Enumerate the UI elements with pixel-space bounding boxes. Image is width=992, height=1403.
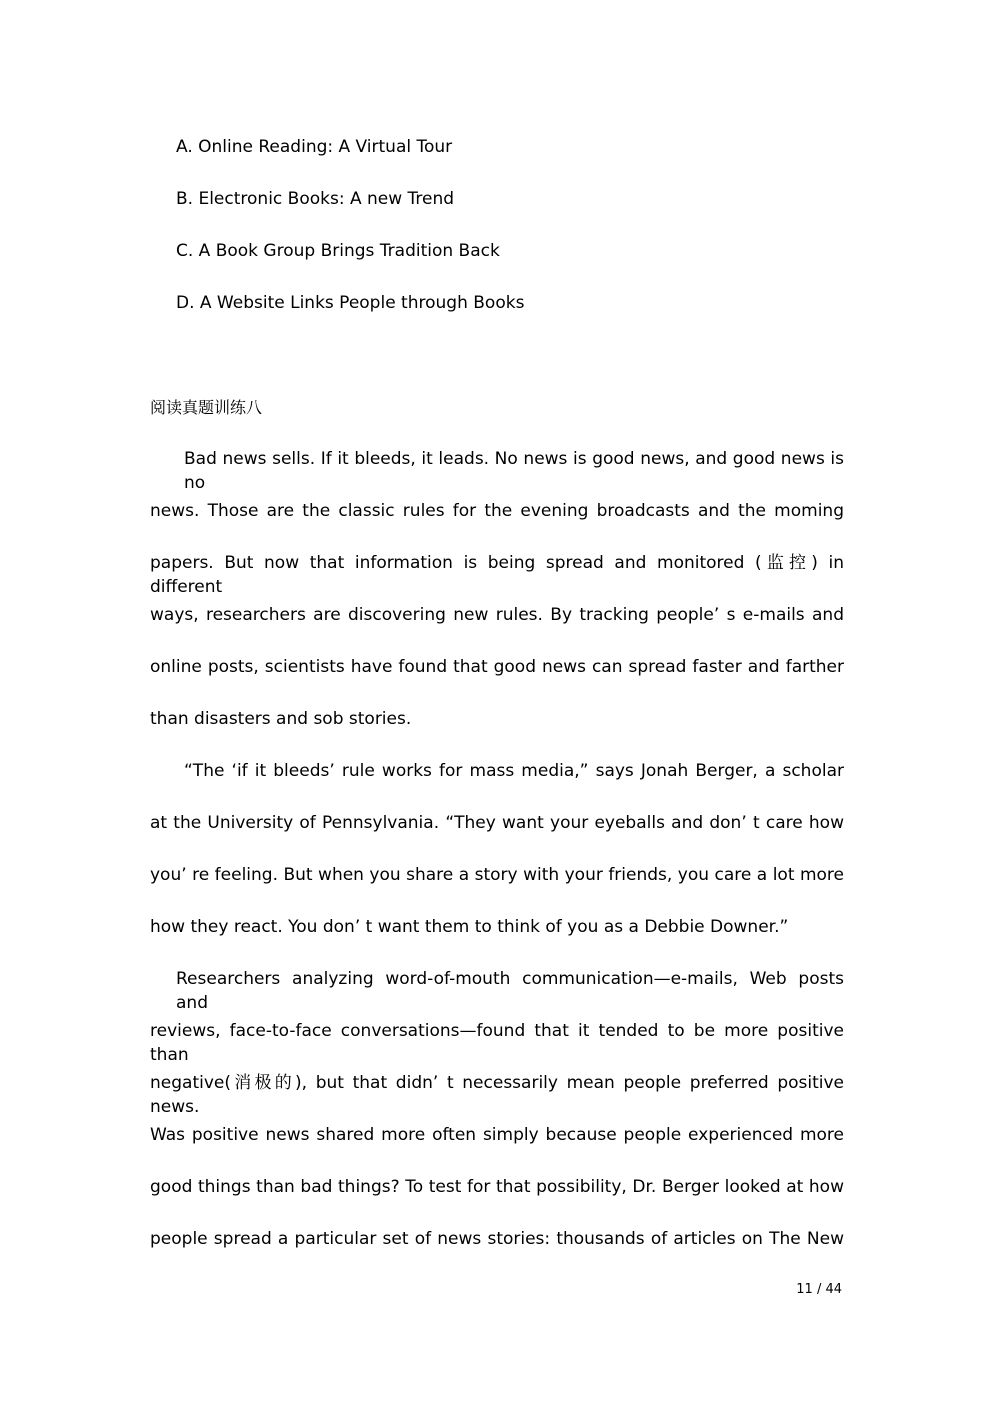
paragraph-1-line: than disasters and sob stories. bbox=[150, 709, 412, 729]
option-d: D. A Website Links People through Books bbox=[176, 293, 525, 313]
paragraph-1-line: Bad news sells. If it bleeds, it leads. No news is good news, and good news is no bbox=[184, 449, 844, 493]
page-number: 11 / 44 bbox=[796, 1282, 842, 1297]
option-c: C. A Book Group Brings Tradition Back bbox=[176, 241, 500, 261]
paragraph-2-line: how they react. You don’ t want them to think of you as a Debbie Downer.” bbox=[150, 917, 789, 937]
paragraph-3-line: Researchers analyzing word-of-mouth communication—e-mails, Web posts and bbox=[176, 969, 844, 1013]
paragraph-1-line: online posts, scientists have found that good news can spread faster and farther bbox=[150, 657, 844, 677]
option-b: B. Electronic Books: A new Trend bbox=[176, 189, 455, 209]
paragraph-1-line: papers. But now that information is being spread and monitored (监控) in different bbox=[150, 553, 844, 597]
paragraph-2-line: “The ‘if it bleeds’ rule works for mass media,” says Jonah Berger, a scholar bbox=[184, 761, 844, 781]
paragraph-2-line: you’ re feeling. But when you share a story with your friends, you care a lot more bbox=[150, 865, 844, 885]
paragraph-1-line: news. Those are the classic rules for the evening broadcasts and the moming bbox=[150, 501, 844, 521]
option-a: A. Online Reading: A Virtual Tour bbox=[176, 137, 453, 157]
paragraph-3-line: negative(消极的), but that didn’ t necessarily mean people preferred positive news. bbox=[150, 1073, 844, 1117]
section-heading: 阅读真题训练八 bbox=[150, 398, 263, 417]
paragraph-3-line: reviews, face-to-face conversations—found that it tended to be more positive than bbox=[150, 1021, 844, 1065]
paragraph-3-line: people spread a particular set of news stories: thousands of articles on The New bbox=[150, 1229, 844, 1249]
paragraph-3-line: good things than bad things? To test for that possibility, Dr. Berger looked at how bbox=[150, 1177, 844, 1197]
paragraph-3-line: Was positive news shared more often simply because people experienced more bbox=[150, 1125, 844, 1145]
paragraph-2-line: at the University of Pennsylvania. “They want your eyeballs and don’ t care how bbox=[150, 813, 844, 833]
paragraph-1-line: ways, researchers are discovering new rules. By tracking people’ s e-mails and bbox=[150, 605, 844, 625]
